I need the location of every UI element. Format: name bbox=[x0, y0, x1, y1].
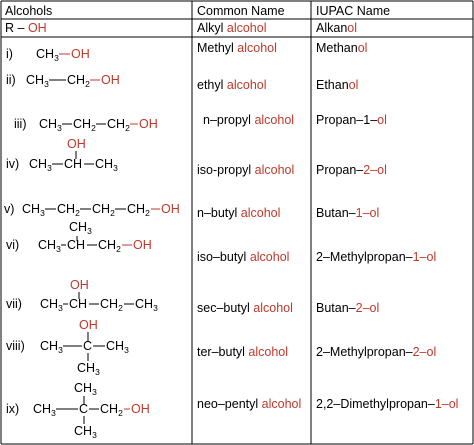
hydroxyl-group: OH bbox=[71, 47, 90, 61]
row-label-5: v) bbox=[4, 202, 15, 216]
structure-7 bbox=[6, 278, 158, 313]
iupac-name-6: 2–Methylpropan–1–ol bbox=[316, 250, 437, 264]
row-label-4: iv) bbox=[6, 157, 20, 171]
common-name-1: Methyl alcohol bbox=[197, 41, 277, 55]
hydroxyl-group: OH bbox=[101, 73, 120, 87]
iupac-name-5: Butan–1–ol bbox=[316, 206, 380, 220]
ch2-group: $CH_2$ bbox=[100, 297, 123, 313]
ch3-group: $CH_3$ bbox=[40, 297, 63, 313]
header-common-name: Common Name bbox=[197, 4, 285, 18]
structure-2 bbox=[6, 73, 120, 89]
hydroxyl-group: OH bbox=[131, 402, 150, 416]
general-common-name: Alkyl alcohol bbox=[197, 21, 267, 35]
hydroxyl-group: OH bbox=[133, 238, 152, 252]
row-label-1: i) bbox=[6, 47, 13, 61]
structure-1 bbox=[6, 47, 90, 63]
iupac-name-8: 2–Methylpropan–2–ol bbox=[316, 345, 437, 359]
c-atom: C bbox=[79, 402, 89, 416]
iupac-name-1: Methanol bbox=[316, 41, 368, 55]
structure-4 bbox=[6, 137, 118, 173]
row-label-7: vii) bbox=[6, 297, 22, 311]
iupac-name-9: 2,2–Dimethylpropan–1–ol bbox=[316, 397, 459, 411]
ch-group: CH bbox=[69, 297, 88, 311]
row-label-8: viii) bbox=[6, 339, 25, 353]
common-name-4: iso-propyl alcohol bbox=[197, 163, 295, 177]
common-name-9: neo–pentyl alcohol bbox=[197, 397, 302, 411]
ch2-group: $CH_2$ bbox=[57, 202, 80, 218]
ch3-group: $CH_3$ bbox=[40, 339, 63, 355]
common-name-8: ter–butyl alcohol bbox=[197, 345, 289, 359]
iupac-name-4: Propan–2–ol bbox=[316, 163, 387, 177]
common-name-2: ethyl alcohol bbox=[197, 78, 267, 92]
ch2-group: $CH_2$ bbox=[127, 202, 150, 218]
ch2-group: $CH_2$ bbox=[98, 238, 121, 254]
ch3-group: $CH_3$ bbox=[29, 157, 52, 173]
structure-6 bbox=[6, 220, 152, 254]
row-label-6: vi) bbox=[6, 238, 20, 252]
common-name-7: sec–butyl alcohol bbox=[197, 301, 293, 315]
header-alcohols: Alcohols bbox=[5, 4, 53, 18]
ch3-group: $CH_3$ bbox=[74, 381, 97, 397]
ch3-group: $CH_3$ bbox=[95, 157, 118, 173]
hydroxyl-group: OH bbox=[139, 117, 158, 131]
ch2-group: $CH_2$ bbox=[107, 117, 130, 133]
row-label-9: ix) bbox=[6, 402, 20, 416]
ch3-group: $CH_3$ bbox=[39, 117, 62, 133]
ch3-group: $CH_3$ bbox=[77, 361, 100, 377]
structure-5 bbox=[4, 202, 180, 218]
ch2-group: $CH_2$ bbox=[92, 202, 115, 218]
iupac-name-7: Butan–2–ol bbox=[316, 301, 380, 315]
iupac-name-3: Propan–1–ol bbox=[316, 113, 387, 127]
ch3-group: $CH_3$ bbox=[36, 47, 59, 63]
common-name-3: n–propyl alcohol bbox=[203, 113, 295, 127]
ch-group: CH bbox=[67, 238, 86, 252]
ch3-group: $CH_3$ bbox=[135, 297, 158, 313]
hydroxyl-group: OH bbox=[79, 318, 98, 332]
general-formula: R – OH bbox=[5, 21, 47, 35]
ch3-group: $CH_3$ bbox=[74, 424, 97, 440]
common-name-6: iso–butyl alcohol bbox=[197, 250, 290, 264]
structure-9 bbox=[6, 381, 150, 440]
ch3-group: $CH_3$ bbox=[22, 202, 45, 218]
hydroxyl-group: OH bbox=[161, 202, 180, 216]
ch3-group: $CH_3$ bbox=[106, 339, 129, 355]
row-label-2: ii) bbox=[6, 73, 16, 87]
row-label-3: iii) bbox=[14, 117, 27, 131]
hydroxyl-group: OH bbox=[67, 137, 86, 151]
ch-group: CH bbox=[64, 157, 83, 171]
ch2-group: $CH_2$ bbox=[100, 402, 123, 418]
ch2-group: $CH_2$ bbox=[73, 117, 96, 133]
structure-8 bbox=[6, 318, 129, 377]
header-iupac-name: IUPAC Name bbox=[316, 4, 391, 18]
c-atom: C bbox=[83, 339, 93, 353]
ch3-group: $CH_3$ bbox=[33, 402, 56, 418]
hydroxyl-group: OH bbox=[70, 278, 89, 292]
ch3-group: $CH_3$ bbox=[38, 238, 61, 254]
ch2-group: $CH_2$ bbox=[67, 73, 90, 89]
common-name-5: n–butyl alcohol bbox=[197, 206, 281, 220]
structure-3 bbox=[14, 117, 158, 133]
general-iupac-name: Alkanol bbox=[316, 21, 358, 35]
ch3-group: $CH_3$ bbox=[69, 220, 92, 236]
name-rows bbox=[197, 41, 458, 411]
iupac-name-2: Ethanol bbox=[316, 78, 359, 92]
ch3-group: $CH_3$ bbox=[26, 73, 49, 89]
